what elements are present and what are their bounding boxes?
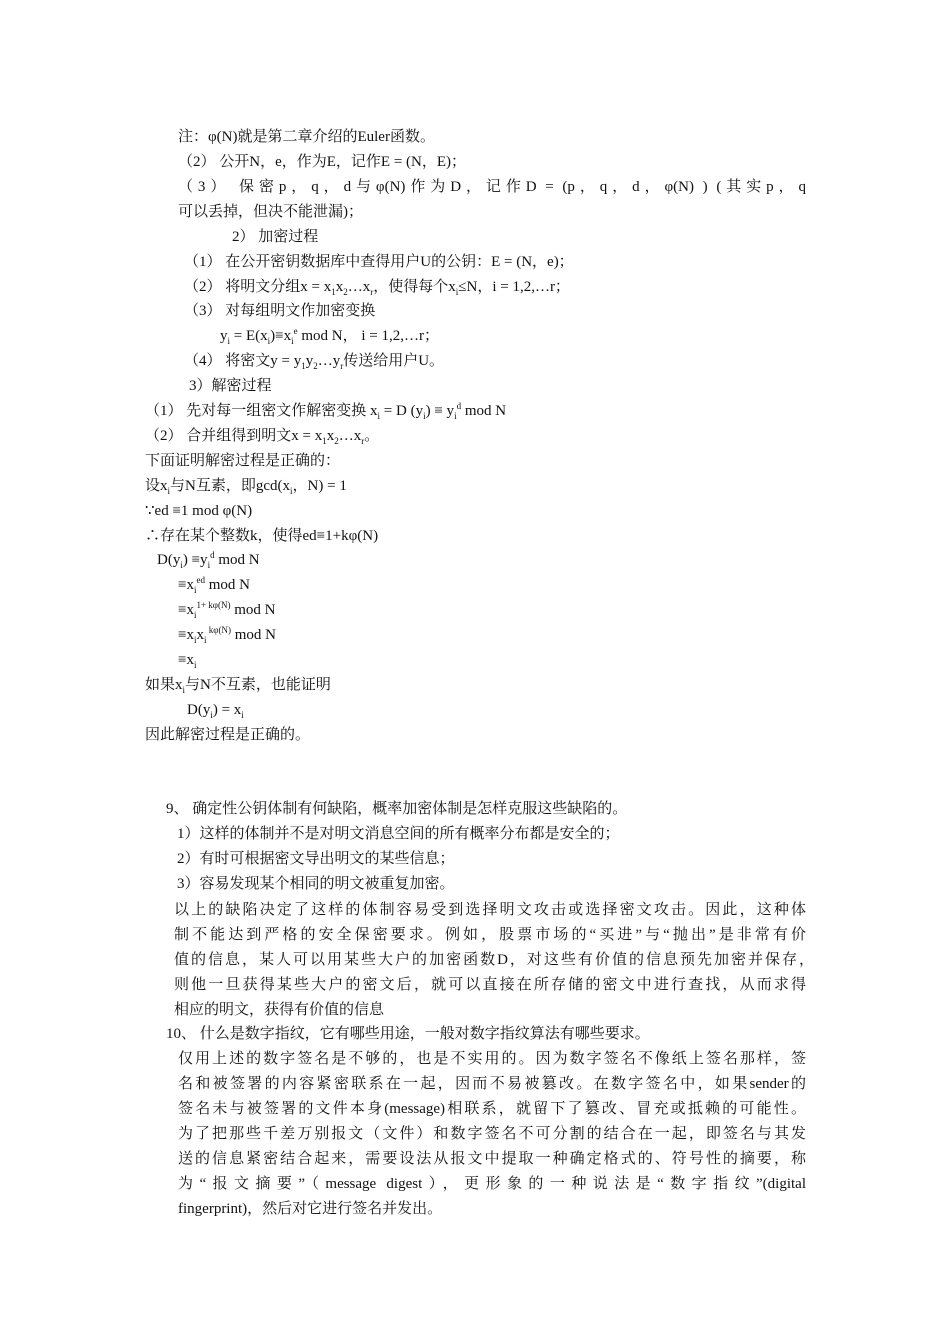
text-fragment: ，N) = 1 (292, 478, 347, 494)
text-line: （3） 保密p，q，d与φ(N)作为D，记作D = (p，q，d，φ(N) ) (其实p，q (178, 179, 806, 195)
text-fragment: ≤N，i = 1,2,…r； (458, 279, 570, 295)
text-fragment: ) ≡ y (425, 403, 455, 419)
text-fragment: d (210, 550, 215, 560)
text-fragment: D(y (187, 702, 211, 718)
text-fragment: mod N (214, 552, 260, 568)
text-fragment: （2） 将明文分组x = x (184, 279, 332, 295)
text-fragment: mod N (204, 577, 250, 593)
text-line: ∵ed ≡1 mod φ(N) (145, 503, 253, 519)
text-fragment: i (241, 710, 244, 720)
text-fragment: = D (y (380, 403, 424, 419)
formula-line (178, 600, 276, 620)
text-fragment: mod N (230, 627, 276, 643)
text-fragment: x (326, 428, 335, 444)
text-fragment: 2 (313, 361, 318, 371)
text-fragment: 与N互素，即gcd(x (170, 478, 291, 494)
text-fragment: mod N， i = 1,2,…r； (297, 328, 440, 344)
question-heading: 10、 什么是数字指纹，它有哪些用途，一般对数字指纹算法有哪些要求。 (166, 1026, 650, 1042)
text-fragment: i (210, 710, 213, 720)
text-fragment: （4） 将密文y = y (184, 353, 302, 369)
text-fragment: y (305, 353, 314, 369)
text-fragment: ≡x (178, 652, 194, 668)
text-fragment: i (182, 685, 186, 695)
text-fragment: ed (196, 575, 205, 585)
paragraph-line: 制不能达到严格的安全保密要求。例如，股票市场的“买进”与“抛出”是非常有价 (174, 927, 806, 943)
text-line (184, 351, 444, 371)
text-fragment: 1 (331, 287, 336, 297)
text-line: （3） 对每组明文作加密变换 (184, 303, 376, 319)
text-line: 下面证明解密过程是正确的： (145, 453, 341, 469)
text-fragment: i (193, 660, 197, 670)
text-line (145, 426, 379, 446)
text-line (184, 277, 570, 297)
paragraph-line: fingerprint)，然后对它进行签名并发出。 (178, 1201, 443, 1217)
text-fragment: 与N不互素，也能证明 (185, 677, 331, 693)
text-fragment: …x (347, 279, 371, 295)
paragraph-line: 值的信息，某人可以用某些大户的加密函数D，对这些有价值的信息预先加密并保存， (174, 952, 814, 968)
text-line (145, 401, 506, 421)
text-fragment: 1 (301, 361, 306, 371)
text-fragment: y (220, 328, 228, 344)
text-fragment: 如果x (145, 677, 183, 693)
text-line (145, 476, 347, 496)
paragraph-line: 则他一旦获得某些大户的密文后，就可以直接在所存储的密文中进行查找，从而求得 (174, 977, 806, 993)
text-fragment: …y (317, 353, 341, 369)
text-fragment: 1 (322, 436, 327, 446)
text-fragment: 设x (145, 478, 168, 494)
list-item: 3）容易发现某个相同的明文被重复加密。 (177, 876, 455, 892)
text-fragment: i (377, 411, 381, 421)
text-fragment: r (340, 361, 344, 371)
text-fragment: r (361, 436, 365, 446)
formula-line (178, 575, 250, 595)
text-fragment: ≡x (178, 577, 194, 593)
formula-line (157, 550, 260, 570)
text-fragment: r (370, 287, 374, 297)
text-fragment: )≡x (270, 328, 292, 344)
text-fragment: ) ≡y (182, 552, 208, 568)
text-fragment: ≡x (178, 627, 194, 643)
text-fragment: …x (338, 428, 362, 444)
text-fragment: = E(x (230, 328, 268, 344)
text-fragment: D(y (157, 552, 181, 568)
text-line: （1） 在公开密钥数据库中查得用户U的公钥：E = (N，e)； (184, 254, 574, 270)
paragraph-line: 为了把那些千差万别报文（文件）和数字签名不可分割的结合在一起，即签名与其发 (178, 1126, 806, 1142)
text-fragment: i (454, 411, 457, 421)
paragraph-line: 为“报文摘要”（message digest），更形象的一种说法是“数字指纹”(digital (178, 1176, 806, 1192)
paragraph-line: 送的信息紧密结合起来，需要设法从报文中提取一种确定格式的、符号性的摘要，称 (178, 1151, 806, 1167)
text-fragment: 。 (364, 428, 380, 444)
paragraph-line: 以上的缺陷决定了这样的体制容易受到选择明文攻击或选择密文攻击。因此，这种体 (174, 902, 806, 918)
paragraph-line: 名和被签署的内容紧密联系在一起，因而不易被篡改。在数字签名中，如果sender的 (178, 1076, 806, 1092)
text-fragment: i (267, 336, 271, 346)
text-line: 因此解密过程是正确的。 (145, 727, 311, 743)
section-heading: 3）解密过程 (189, 378, 272, 394)
text-fragment: d (456, 401, 462, 411)
formula-line (178, 625, 276, 645)
text-fragment: i (203, 635, 207, 645)
text-fragment: i (207, 560, 211, 570)
text-fragment: i (167, 486, 171, 496)
text-fragment: i (193, 585, 197, 595)
list-item: 1）这样的体制并不是对明文消息空间的所有概率分布都是安全的； (177, 826, 620, 842)
list-item: 2）有时可根据密文导出明文的某些信息； (177, 851, 455, 867)
text-fragment: （2） 合并组得到明文x = x (145, 428, 323, 444)
text-fragment: i (290, 486, 293, 496)
text-fragment: mod N (461, 403, 507, 419)
text-fragment: kφ(N) (206, 625, 231, 635)
formula-line (178, 650, 196, 670)
text-line: （2） 公开N，e，作为E，记作E = (N，E)； (178, 154, 467, 170)
text-fragment: i (423, 411, 426, 421)
text-fragment: 2 (334, 436, 339, 446)
text-line: 注：φ(N)就是第二章介绍的Euler函数。 (178, 129, 435, 145)
text-fragment: i (227, 336, 231, 346)
text-fragment: e (293, 326, 298, 336)
text-fragment: i (180, 560, 183, 570)
paragraph-line: 相应的明文，获得有价值的信息 (174, 1002, 385, 1018)
text-fragment: i (193, 610, 197, 620)
text-fragment: mod N (230, 602, 276, 618)
text-fragment: 2 (343, 287, 348, 297)
text-fragment: i (291, 336, 294, 346)
text-fragment: i (455, 287, 459, 297)
question-heading: 9、 确定性公钥体制有何缺陷，概率加密体制是怎样克服这些缺陷的。 (166, 801, 628, 817)
text-fragment: ) = x (212, 702, 242, 718)
text-fragment: ≡x (178, 602, 194, 618)
text-fragment: 1+ kφ(N) (196, 600, 231, 610)
text-line (145, 675, 331, 695)
formula-line (220, 326, 439, 346)
text-fragment: x (196, 627, 204, 643)
text-fragment: x (335, 279, 344, 295)
paragraph-line: 仅用上述的数字签名是不够的，也是不实用的。因为数字签名不像纸上签名那样，签 (178, 1051, 806, 1067)
text-fragment: 传送给用户U。 (343, 353, 445, 369)
formula-line (187, 700, 244, 720)
paragraph-line: 签名未与被签署的文件本身(message)相联系，就留下了篡改、冒充或抵赖的可能性。 (178, 1101, 806, 1117)
text-fragment: ，使得每个x (373, 279, 456, 295)
section-heading: 2） 加密过程 (232, 229, 319, 245)
text-line: ∴存在某个整数k，使得ed≡1+kφ(N) (145, 528, 379, 544)
text-fragment: （1） 先对每一组密文作解密变换 x (145, 403, 378, 419)
text-fragment: i (193, 635, 197, 645)
text-line: 可以丢掉，但决不能泄漏)； (178, 204, 363, 220)
